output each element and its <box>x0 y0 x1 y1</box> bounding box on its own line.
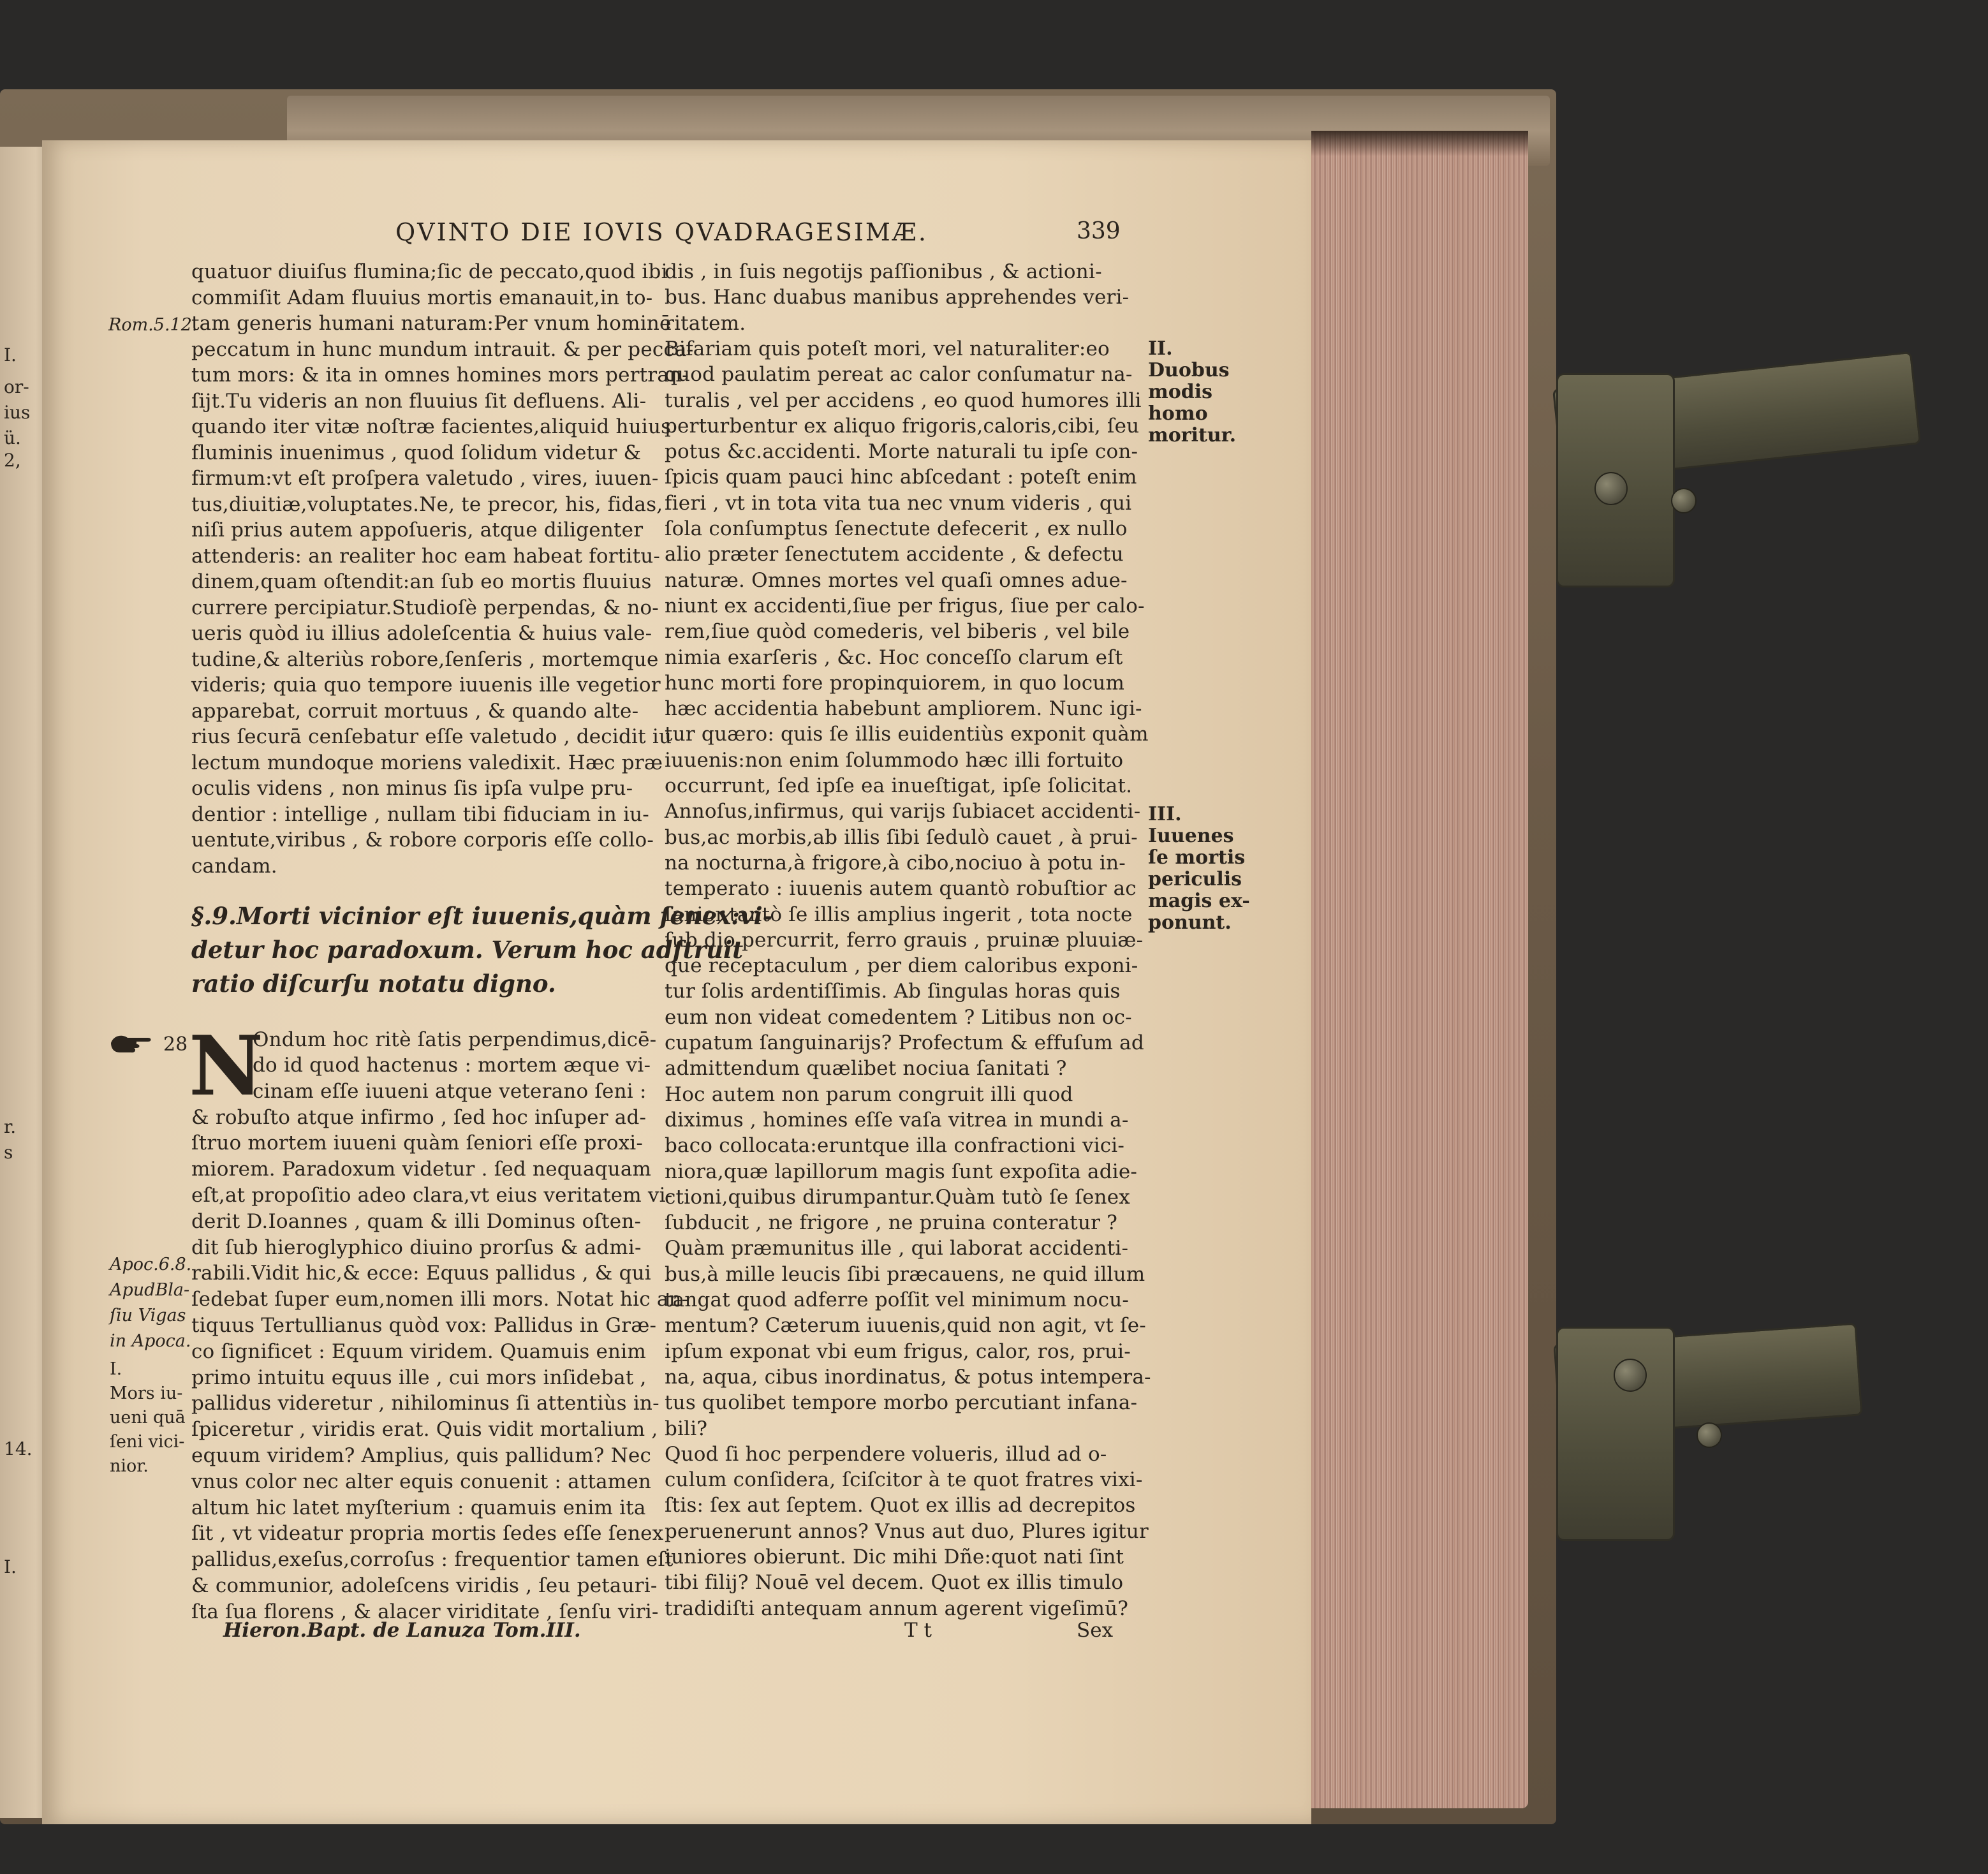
lower-rivet <box>1614 1359 1647 1392</box>
text-line: quod paulatim pereat ac calor conſumatur na- <box>665 363 1133 387</box>
text-line: peruenerunt annos? Vnus aut duo, Plures igitur <box>665 1519 1149 1543</box>
text-line: hæc accidentia habebunt ampliorem. Nunc igi- <box>665 697 1142 721</box>
text-line: equum viridem? Amplius, quis pallidum? Nec <box>191 1444 652 1467</box>
left-page-fragment: s <box>4 1142 13 1163</box>
text-line: niunt ex accidenti,ſiue per frigus, ſiue per calo- <box>665 594 1145 617</box>
lower-clasp-plate <box>1556 1327 1675 1541</box>
text-line: bili? <box>665 1417 708 1440</box>
text-line: temperato : iuuenis autem quantò robuſtior ac <box>665 877 1137 901</box>
text-line: tus quolibet tempore morbo percutiant infana- <box>665 1391 1138 1415</box>
text-line: co ſignificet : Equum viridem. Quamuis enim <box>191 1339 646 1363</box>
text-line: tudine,& alteriùs robore,ſenſeris , mortemque <box>191 647 659 671</box>
text-line: Hoc autem non parum congruit illi quod <box>665 1082 1073 1106</box>
text-line: apparebat, corruit mortuus , & quando alte- <box>191 699 639 723</box>
text-line: primo intuitu equus ille , cui mors inſidebat , <box>191 1366 647 1389</box>
margin-note: Rom.5.12. <box>108 315 198 335</box>
text-line: fieri , vt in tota vita tua nec vnum videris , qui <box>665 491 1132 515</box>
text-line: baco collocata:eruntque illa confractioni vici- <box>665 1134 1125 1158</box>
text-line: tangat quod adferre poſſit vel minimum nocu- <box>665 1288 1130 1311</box>
text-line: lectum mundoque moriens valedixit. Hæc præ <box>191 751 663 774</box>
page-fore-edge <box>1311 131 1528 1808</box>
text-line: admittendum quælibet nociua ſanitati ? <box>665 1057 1067 1081</box>
text-line: culum conſidera, ſciſcitor à te quot fratres vixi- <box>665 1468 1143 1492</box>
lower-rivet-small <box>1697 1422 1722 1448</box>
text-line: quatuor diuiſus flumina;ſic de peccato,quod ibi <box>191 260 668 283</box>
text-line: bus,ac morbis,ab illis ſibi ſedulò cauet , à prui- <box>665 825 1138 849</box>
margin-note: nior. <box>110 1456 149 1476</box>
margin-note: Apoc.6.8. <box>110 1255 192 1274</box>
text-line: pallidus videretur , nihilominus ſi attentiùs in- <box>191 1392 659 1415</box>
text-line: altum hic latet myſterium : quamuis enim ita <box>191 1496 646 1519</box>
margin-note: modis <box>1148 381 1213 403</box>
text-line: attenderis: an realiter hoc eam habeat fortitu- <box>191 544 661 568</box>
margin-note: magis ex- <box>1148 890 1250 912</box>
text-line: ſtis: ſex aut ſeptem. Quot ex illis ad decrepitos <box>665 1494 1136 1517</box>
margin-note: ſe mortis <box>1148 846 1246 869</box>
margin-note: I. <box>110 1359 122 1379</box>
paragraph-number: 28 <box>163 1033 188 1056</box>
left-page-fragment: 14. <box>4 1438 33 1459</box>
margin-note: II. <box>1148 337 1173 360</box>
text-line: iuniores obierunt. Dic mihi Dñe:quot nati ſint <box>665 1546 1124 1568</box>
text-line: alio præter ſenectutem accidente , & defectu <box>665 543 1124 566</box>
margin-note: ſiu Vigas <box>110 1306 186 1325</box>
text-line: videris; quia quo tempore iuuenis ille vegetior <box>191 674 661 697</box>
margin-note: Duobus <box>1148 359 1230 381</box>
text-line: ſubducit , ne frigore , ne pruina conteratur ? <box>665 1211 1118 1235</box>
text-line: ſit , vt videatur propria mortis ſedes eſſe ſenex <box>191 1522 664 1546</box>
running-head: QVINTO DIE IOVIS QVADRAGESIMÆ. <box>395 218 928 246</box>
text-line: na, aqua, cibus inordinatus, & potus intempera- <box>665 1365 1151 1389</box>
text-line: peccatum in hunc mundum intrauit. & per pecca- <box>191 337 694 361</box>
text-line: dis , in ſuis negotijs paſſionibus , & actioni- <box>665 260 1102 283</box>
catchword: Sex <box>1077 1619 1114 1642</box>
text-line: do id quod hactenus : mortem æque vi- <box>253 1054 651 1077</box>
text-line: na nocturna,à frigore,à cibo,nociuo à potu in- <box>665 851 1126 874</box>
text-line: cinam eſſe iuueni atque veterano ſeni : <box>253 1079 647 1103</box>
text-line: uentute,viribus , & robore corporis eſſe collo- <box>191 829 654 852</box>
text-line: turalis , vel per accidens , eo quod humores illi <box>665 388 1142 412</box>
text-line: ſola conſumptus ſenectute defecerit , ex nullo <box>665 517 1128 540</box>
margin-note: ſeni vici- <box>110 1432 185 1452</box>
text-line: tiquus Tertullianus quòd vox: Pallidus in Græ- <box>191 1314 657 1337</box>
text-line: ſub dio percurrit, ferro grauis , pruinæ pluuiæ- <box>665 928 1144 952</box>
text-line: niora,quæ lapillorum magis ſunt expoſita adie- <box>665 1160 1138 1183</box>
text-line: ctioni,quibus dirumpantur.Quàm tutò ſe ſenex <box>665 1185 1130 1209</box>
text-line: que receptaculum , per diem caloribus exponi- <box>665 954 1138 978</box>
text-line: dit ſub hieroglyphico diuino prorſus & admi- <box>191 1236 642 1259</box>
text-line: rius ſecurā cenſebatur eſſe valetudo , decidit iu <box>191 725 672 748</box>
signature-mark: T t <box>904 1619 932 1642</box>
text-line: cupatum ſanguinarijs? Profectum & effuſum ad <box>665 1031 1144 1054</box>
text-line: niſi prius autem appoſueris, atque diligenter <box>191 519 644 542</box>
margin-note: Mors iu- <box>110 1383 183 1403</box>
text-line: currere percipiatur.Studioſè perpendas, & no- <box>191 596 659 619</box>
margin-note: ApudBla- <box>110 1280 190 1300</box>
margin-note: ponunt. <box>1148 911 1232 934</box>
margin-note: Iuuenes <box>1148 825 1234 847</box>
text-line: tur quæro: quis ſe illis euidentiùs exponit quàm <box>665 723 1149 746</box>
text-line: ſtruo mortem iuueni quàm ſeniori eſſe proxi- <box>191 1132 644 1155</box>
left-page-fragment: r. <box>4 1116 17 1137</box>
margin-note: periculis <box>1148 868 1242 890</box>
text-line: vnus color nec alter equis conuenit : attamen <box>191 1470 652 1493</box>
text-line: oculis videns , non minus ſis ipſa vulpe pru- <box>191 777 633 800</box>
text-line: nimia exarſeris , &c. Hoc conceſſo clarum eſt <box>665 646 1123 669</box>
text-line: dentior : intellige , nullam tibi fiduciam in iu- <box>191 802 649 826</box>
text-line: tibi filij? Nouē vel decem. Quot ex illis timulo <box>665 1571 1124 1595</box>
text-line: hunc morti fore propinquiorem, in quo locum <box>665 671 1125 695</box>
section-heading-line: ratio diſcurſu notatu digno. <box>191 970 556 998</box>
text-line: potus &c.accidenti. Morte naturali tu ipſe con- <box>665 440 1138 464</box>
section-heading-line: §.9.Morti vicinior eſt iuuenis,quàm ſenex:vi- <box>191 902 772 930</box>
text-line: pallidus,exeſus,corroſus : frequentior tamen eſt <box>191 1548 674 1572</box>
text-line: candam. <box>191 854 277 878</box>
text-line: rem,ſiue quòd comederis, vel biberis , vel bile <box>665 620 1130 644</box>
text-line: iuuenis:non enim ſolummodo hæc illi fortuito <box>665 748 1124 772</box>
text-line: commiſit Adam fluuius mortis emanauit,in to- <box>191 286 653 309</box>
text-line: Quàm præmunitus ille , qui laborat accidenti- <box>665 1237 1129 1260</box>
drop-cap: N <box>189 1019 263 1114</box>
margin-note: ueni quā <box>110 1408 186 1428</box>
text-line: ritatem. <box>665 311 746 335</box>
text-line: fluminis inuenimus , quod ſolidum videtur & <box>191 441 642 464</box>
text-line: eum non videat comedentem ? Litibus non oc- <box>665 1005 1132 1029</box>
page-number: 339 <box>1077 218 1121 244</box>
text-line: diximus , homines eſſe vaſa vitrea in mundi a- <box>665 1108 1129 1132</box>
text-line: dinem,quam oſtendit:an ſub eo mortis fluuius <box>191 570 652 593</box>
upper-rivet <box>1594 472 1628 505</box>
margin-note: in Apoca. <box>110 1331 191 1351</box>
text-line: quando iter vitæ noſtræ facientes,aliquid huius <box>191 415 672 438</box>
margin-note: III. <box>1148 803 1182 825</box>
text-line: rabili.Vidit hic,& ecce: Equus pallidus , & qui <box>191 1262 651 1285</box>
text-line: tur ſolis ardentiſſimis. Ab ſingulas horas quis <box>665 980 1121 1003</box>
text-line: mentum? Cæterum iuuenis,quid non agit, vt ſe- <box>665 1314 1146 1338</box>
text-line: ueris quòd iu illius adoleſcentia & huius vale- <box>191 622 652 645</box>
text-line: bus. Hanc duabus manibus apprehendes veri- <box>665 286 1130 309</box>
text-line: tum mors: & ita in omnes homines mors pertran- <box>191 364 689 387</box>
pointing-hand-icon <box>108 1030 153 1056</box>
fore-edge-shadow <box>1311 131 1528 156</box>
left-page-fragment: ius <box>4 402 31 423</box>
text-line: occurrunt, ſed ipſe ea inueſtigat, ipſe ſolicitat. <box>665 774 1133 797</box>
text-line: ſanior,tantò ſe illis amplius ingerit , tota nocte <box>665 903 1133 926</box>
left-page-fragment: I. <box>4 1556 17 1577</box>
text-line: & robuſto atque infirmo , ſed hoc inſuper ad- <box>191 1105 647 1129</box>
section-heading-line: detur hoc paradoxum. Verum hoc adſtruit <box>191 936 744 964</box>
text-line: & communior, adoleſcens viridis , ſeu petauri- <box>191 1574 658 1597</box>
text-line: perturbentur ex aliquo frigoris,caloris,cibi, ſeu <box>665 414 1140 438</box>
left-page-fragment: ü. <box>4 427 21 448</box>
text-line: bus,à mille leucis ſibi præcauens, ne quid illum <box>665 1262 1145 1286</box>
text-line: firmum:vt eſt proſpera valetudo , vires, iuuen- <box>191 467 659 490</box>
text-line: ſijt.Tu videris an non fluuius ſit defluens. Ali- <box>191 389 647 413</box>
text-line: tradidiſti antequam annum agerent vigeſimū? <box>665 1597 1129 1620</box>
text-line: Ondum hoc ritè ſatis perpendimus,dicē- <box>253 1028 657 1051</box>
text-line: ſpicis quam pauci hinc abſcedant : poteſt enim <box>665 466 1137 489</box>
text-line: ſta ſua florens , & alacer viriditate , ſenſu viri- <box>191 1600 659 1623</box>
left-page-fragment: I. <box>4 344 17 365</box>
left-page-fragment: or- <box>4 376 29 397</box>
margin-note: moritur. <box>1148 424 1237 446</box>
text-line: naturæ. Omnes mortes vel quaſi omnes adue- <box>665 568 1128 592</box>
left-page-fragment: 2, <box>4 450 21 471</box>
text-line: Bifariam quis poteſt mori, vel naturaliter:eo <box>665 337 1110 360</box>
text-line: eſt,at propoſitio adeo clara,vt eius veritatem vi- <box>191 1184 673 1207</box>
text-line: ſedebat ſuper eum,nomen illi mors. Notat hic an- <box>191 1288 689 1311</box>
upper-rivet-small <box>1671 488 1697 513</box>
text-line: derit D.Ioannes , quam & illi Dominus oſten- <box>191 1209 642 1233</box>
text-line: Annoſus,infirmus, qui varijs ſubiacet accidenti- <box>665 800 1141 823</box>
text-line: tus,diuitiæ,voluptates.Ne, te precor, his, fidas, <box>191 492 663 516</box>
text-line: miorem. Paradoxum videtur . ſed nequaquam <box>191 1158 652 1181</box>
text-line: tam generis humani naturam:Per vnum hominē <box>191 312 672 335</box>
text-line: Quod ſi hoc perpendere volueris, illud ad o- <box>665 1442 1107 1466</box>
margin-note: homo <box>1148 402 1208 425</box>
text-line: ipſum exponat vbi eum frigus, calor, ros, prui- <box>665 1339 1131 1363</box>
text-line: ſpiceretur , viridis erat. Quis vidit mortalium , <box>191 1418 658 1442</box>
footer-signature: Hieron.Bapt. de Lanuza Tom.III. <box>223 1619 581 1642</box>
